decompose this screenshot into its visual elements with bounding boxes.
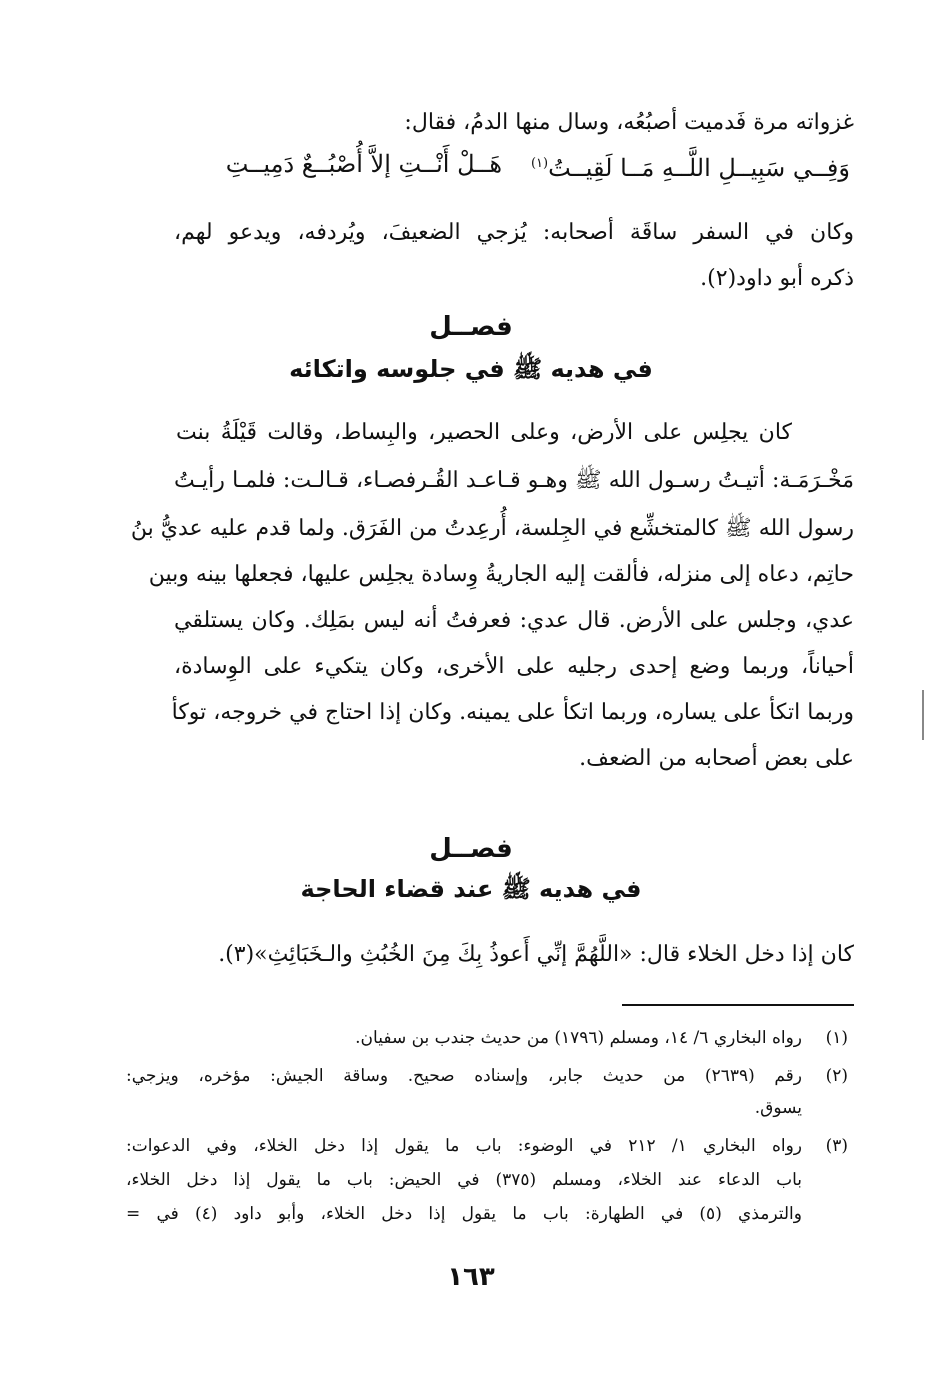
section-label: فصــل — [429, 312, 513, 342]
text-line: أحياناً، وربما وضع إحدى رجليه على الأخرى، وكان يتكيء على الوِسادة، — [174, 654, 854, 679]
footnote-text: رواه البخاري ٦/ ١٤، ومسلم (١٧٩٦) من حديث جندب بن سفيان. — [355, 1028, 802, 1048]
verse-text: وَفِــي سَبِيــلِ اللَّــهِ مَــا لَقِيــتُ — [548, 154, 850, 182]
text-line: وكان في السفر ساقَة أصحابه: يُزجي الضعيفَ، ويُردفه، ويدعو لهم، — [174, 220, 854, 245]
section-title: في هديه ﷺ في جلوسه واتكائه — [289, 355, 653, 383]
footnote-number: (٣) — [825, 1136, 848, 1156]
footnote-text: باب الدعاء عند الخلاء، ومسلم (٣٧٥) في الحيض: باب ما يقول إذا دخل الخلاء، — [126, 1170, 802, 1190]
section-label: فصــل — [429, 834, 513, 864]
text-line: غزواته مرة فَدميت أصبُعُه، وسال منها الدمُ، فقال: — [404, 110, 854, 135]
section-title: في هديه ﷺ عند قضاء الحاجة — [300, 875, 642, 903]
footnote-text: رواه البخاري ١/ ٢١٢ في الوضوء: باب ما يقول إذا دخل الخلاء، وفي الدعوات: — [126, 1136, 803, 1156]
footnote-text: يسوق. — [754, 1098, 802, 1118]
verse-first-hemistich — [531, 146, 850, 182]
page-number: ١٦٣ — [447, 1262, 495, 1292]
footnote-number: (٢) — [825, 1066, 848, 1086]
text-line: ذكره أبو داود(٢). — [700, 266, 854, 291]
footnote-text: رقم (٢٦٣٩) من حديث جابر، وإسناده صحيح. وساقة الجيش: مؤخره، ويزجي: — [126, 1066, 803, 1086]
text-line: رسول الله ﷺ كالمتخشِّع في الجِلسة، أُرعِدتُ من الفَرَق. ولما قدم عليه عديُّ بنُ — [130, 516, 854, 541]
text-line: عدي، وجلس على الأرض. قال عدي: فعرفتُ أنه ليس بمَلِك. وكان يستلقي — [174, 608, 854, 633]
footnote-separator — [622, 1004, 854, 1006]
text-line: كان إذا دخل الخلاء قال: «اللَّهُمَّ إنِّي أَعوذُ بِكَ مِنَ الخُبُثِ والـخَبَائِثِ»(٣). — [218, 942, 854, 967]
text-line: وربما اتكأ على يساره، وربما اتكأ على يمينه. وكان إذا احتاج في خروجه، توكأ — [171, 700, 854, 725]
verse-second-hemistich: هَــلْ أَنْــتِ إلاَّ أُصْبُــعٌ دَمِيــتِ — [225, 150, 502, 178]
scan-edge-mark — [922, 690, 924, 740]
text-line: مَخْـرَمَـة: أتيـتُ رسـول الله ﷺ وهـو قـاعـد القُـرفصـاء، قـالـت: فلمـا رأيـتُ — [174, 468, 854, 493]
text-line: على بعض أصحابه من الضعف. — [579, 746, 854, 771]
footnote-text: والترمذي (٥) في الطهارة: باب ما يقول إذا دخل الخلاء، وأبو داود (٤) في = — [126, 1204, 802, 1224]
footnote-marker: (١) — [530, 156, 549, 171]
footnote-number: (١) — [825, 1028, 848, 1048]
text-line: حاتِم، دعاه إلى منزله، فألقت إليه الجاريةُ وِسادة يجلِس عليها، فجعلها بينه وبين — [148, 562, 854, 587]
text-line: كان يجلِس على الأرض، وعلى الحصير، والبِساط، وقالت قَيْلَةُ بنت — [176, 420, 792, 445]
